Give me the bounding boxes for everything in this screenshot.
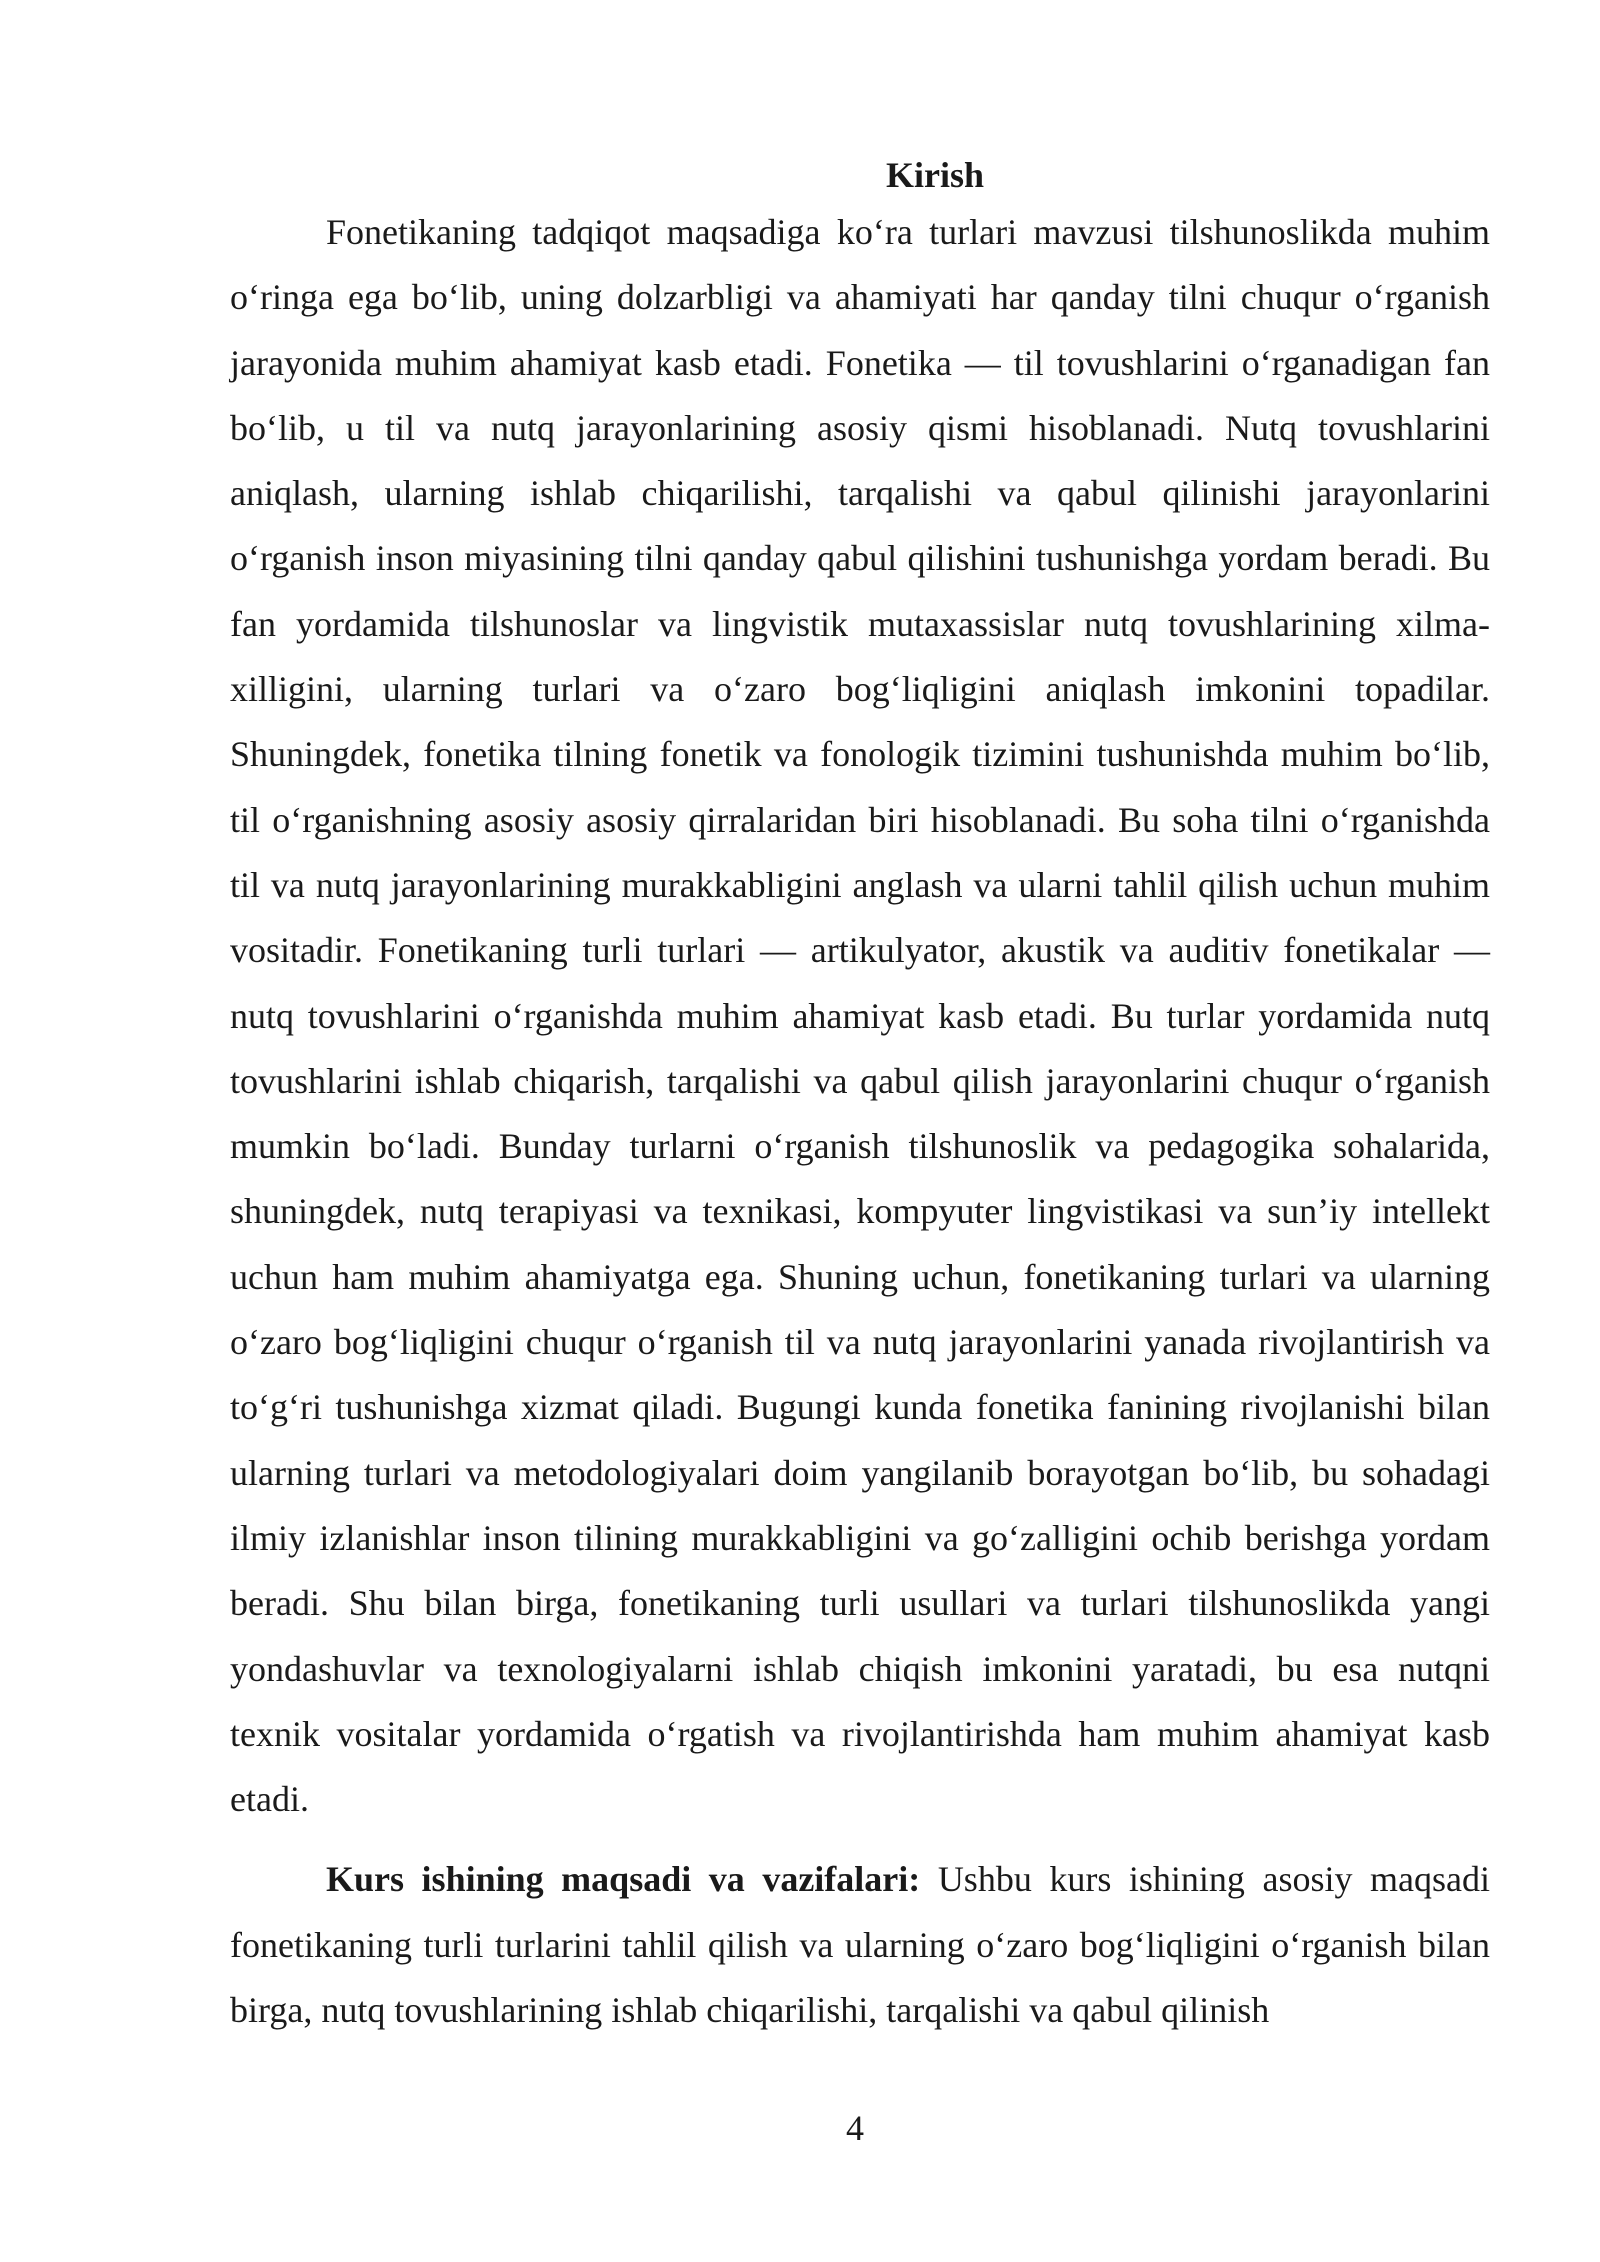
page-number: 4	[846, 2108, 864, 2148]
goals-paragraph	[230, 1847, 1490, 2043]
document-page	[230, 150, 1490, 2043]
goals-heading: Kurs ishining maqsadi va vazifalari:	[326, 1859, 921, 1900]
goals-text: Ushbu kurs ishining asosiy maqsadi fonetikaning turli turlarini tahlil qilish va ularning o‘zaro bog‘liqligini o‘rganish bilan birga, nutq tovushlarining ishlab chiqarilishi, tarqalishi va qabul qilinish	[230, 1859, 1490, 2031]
section-title: Kirish	[885, 155, 984, 195]
intro-paragraph: Fonetikaning tadqiqot maqsadiga ko‘ra turlari mavzusi tilshunoslikda muhim o‘ringa ega bo‘lib, uning dolzarbligi va ahamiyati har qanday tilni chuqur o‘rganish jarayonida muhim ahamiyat kasb etadi. Fonetika — til tovushlarini o‘rganadigan fan bo‘lib, u til va nutq jarayonlarining asosiy qismi hisoblanadi. Nutq tovushlarini aniqlash, ularning ishlab chiqarilishi, tarqalishi va qabul qilinishi jarayonlarini o‘rganish inson miyasining tilni qanday qabul qilishini tushunishga yordam beradi. Bu fan yordamida tilshunoslar va lingvistik mutaxassislar nutq tovushlarining xilma-xilligini, ularning turlari va o‘zaro bog‘liqligini aniqlash imkonini topadilar. Shuningdek, fonetika tilning fonetik va fonologik tizimini tushunishda muhim bo‘lib, til o‘rganishning asosiy asosiy qirralaridan biri hisoblanadi. Bu soha tilni o‘rganishda til va nutq jarayonlarining murakkabligini anglash va ularni tahlil qilish uchun muhim vositadir. Fonetikaning turli turlari — artikulyator, akustik va auditiv fonetikalar — nutq tovushlarini o‘rganishda muhim ahamiyat kasb etadi. Bu turlar yordamida nutq tovushlarini ishlab chiqarish, tarqalishi va qabul qilish jarayonlarini chuqur o‘rganish mumkin bo‘ladi. Bunday turlarni o‘rganish tilshunoslik va pedagogika sohalarida, shuningdek, nutq terapiyasi va texnikasi, kompyuter lingvistikasi va sun’iy intellekt uchun ham muhim ahamiyatga ega. Shuning uchun, fonetikaning turlari va ularning o‘zaro bog‘liqligini chuqur o‘rganish til va nutq jarayonlarini yanada rivojlantirish va to‘g‘ri tushunishga xizmat qiladi. Bugungi kunda fonetika fanining rivojlanishi bilan ularning turlari va metodologiyalari doim yangilanib borayotgan bo‘lib, bu sohadagi ilmiy izlanishlar inson tilining murakkabligini va go‘zalligini ochib berishga yordam beradi. Shu bilan birga, fonetikaning turli usullari va turlari tilshunoslikda yangi yondashuvlar va texnologiyalarni ishlab chiqish imkonini yaratadi, bu esa nutqni texnik vositalar yordamida o‘rgatish va rivojlantirishda ham muhim ahamiyat kasb etadi.	[230, 212, 1490, 1820]
